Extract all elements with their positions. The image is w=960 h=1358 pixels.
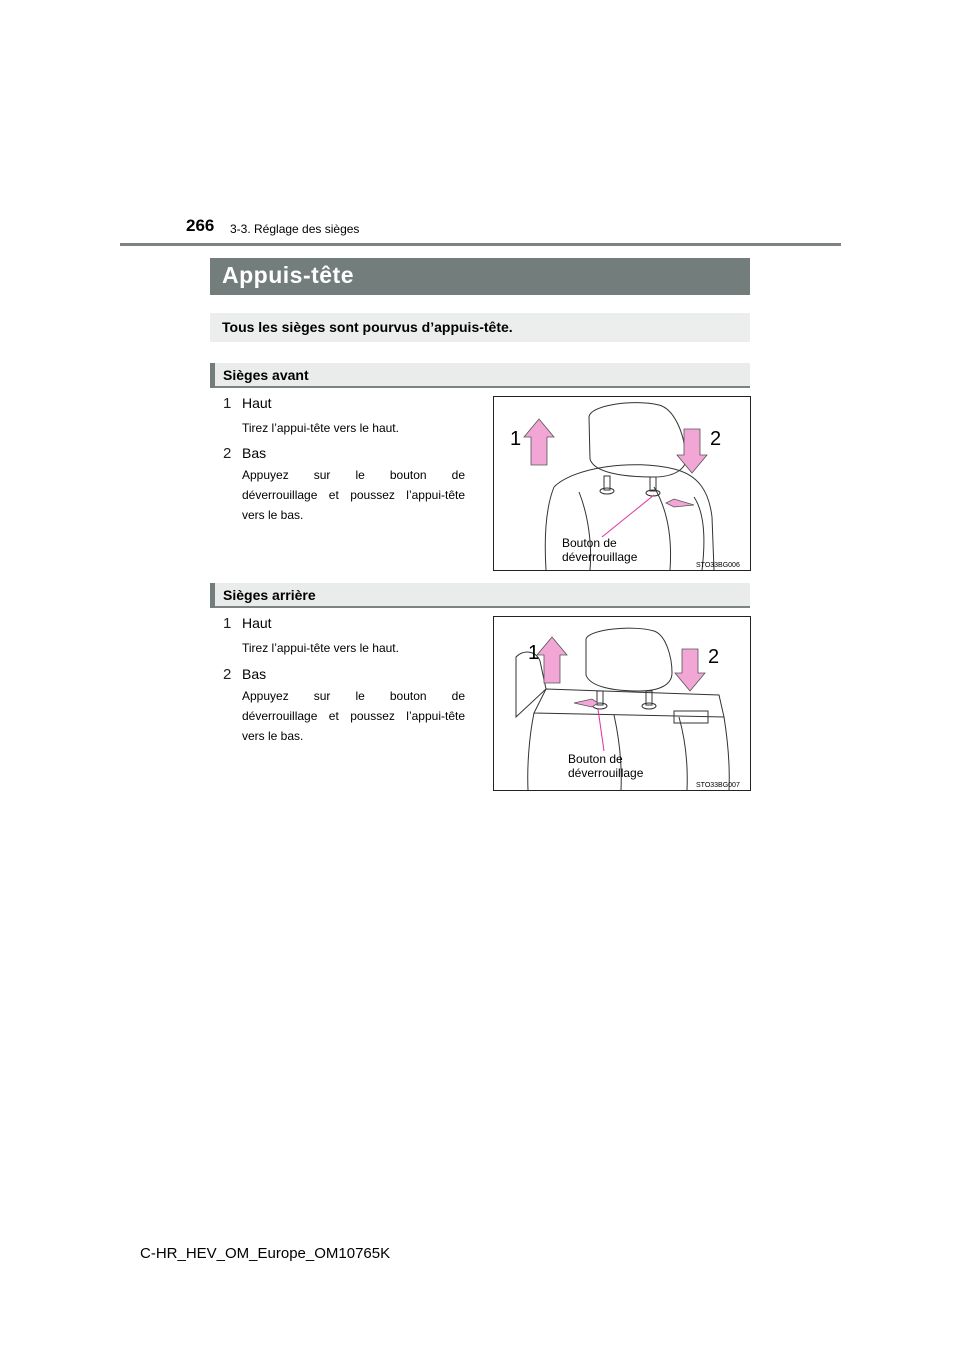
rear-seats-heading-band	[210, 583, 750, 608]
section-path: 3-3. Réglage des sièges	[230, 222, 360, 236]
page-title: Appuis-tête	[222, 262, 354, 288]
front-step1-title: Haut	[242, 395, 272, 411]
up-arrow-icon	[524, 419, 554, 465]
rear-step2-line3: vers le bas.	[242, 729, 304, 743]
rear-step2-number: 2	[223, 666, 232, 683]
figure-code: STO33BG007	[696, 782, 740, 789]
rear-step2-text	[242, 686, 465, 746]
release-button-label-line2: déverrouillage	[568, 766, 644, 780]
post-collar-left	[600, 488, 614, 494]
front-step2-text	[242, 465, 465, 525]
front-step2-line2: déverrouillage et poussez l’appui-tête	[242, 488, 465, 502]
front-seats-heading-band	[210, 363, 750, 388]
rear-step2-title: Bas	[242, 666, 267, 682]
front-step2-line1: Appuyez sur le bouton de	[242, 468, 465, 482]
rear-step1-text: Tirez l’appui-tête vers le haut.	[242, 641, 399, 655]
push-button-arrow-icon	[666, 499, 694, 507]
post-collar-right	[642, 703, 656, 709]
seat-seam-far	[694, 497, 704, 570]
down-arrow-icon	[675, 649, 705, 691]
front-step2-number: 2	[223, 445, 232, 462]
seat-seam-right	[679, 717, 687, 790]
down-arrow-icon	[677, 429, 707, 473]
release-button-label-line2: déverrouillage	[562, 550, 638, 564]
release-button-label-line1: Bouton de	[562, 536, 617, 550]
rear-step1-number: 1	[223, 615, 232, 632]
push-button-arrow-icon	[574, 699, 598, 707]
rear-step2-line1: Appuyez sur le bouton de	[242, 689, 465, 703]
heading-bar	[210, 363, 215, 388]
callout-1: 1	[510, 428, 522, 450]
seat-side-left	[528, 713, 534, 790]
intro-text: Tous les sièges sont pourvus d’appuis-tête.	[222, 319, 513, 335]
callout-1: 1	[528, 642, 540, 664]
rear-headrest-figure	[493, 616, 751, 791]
callout-2: 2	[708, 646, 720, 668]
footer-doc-id: C-HR_HEV_OM_Europe_OM10765K	[140, 1245, 391, 1262]
front-headrest-figure	[493, 396, 751, 571]
rear-step2-line2: déverrouillage et poussez l’appui-tête	[242, 709, 465, 723]
heading-bar	[210, 583, 215, 608]
seat-side-right	[724, 717, 729, 790]
rear-headrest-shape	[586, 628, 672, 691]
front-headrest-shape	[589, 403, 686, 477]
header-rule	[120, 243, 841, 246]
intro-band	[210, 313, 750, 342]
front-step2-line3: vers le bas.	[242, 508, 304, 522]
leader-line	[602, 495, 654, 537]
page-number: 266	[186, 216, 215, 235]
front-step1-text: Tirez l’appui-tête vers le haut.	[242, 421, 399, 435]
front-step2-title: Bas	[242, 445, 267, 461]
seat-seam-right	[654, 487, 671, 570]
up-arrow-icon	[537, 637, 567, 683]
leader-line	[598, 709, 604, 751]
release-button-label-line1: Bouton de	[568, 752, 623, 766]
rear-step1-title: Haut	[242, 615, 272, 631]
title-band	[210, 258, 750, 295]
seat-side-outline	[545, 487, 554, 570]
front-seats-heading: Sièges avant	[223, 367, 309, 383]
figure-code: STO33BG006	[696, 562, 740, 569]
front-step1-number: 1	[223, 395, 232, 412]
seat-top-outline	[534, 689, 724, 717]
callout-2: 2	[710, 428, 722, 450]
rear-seats-heading: Sièges arrière	[223, 587, 316, 603]
